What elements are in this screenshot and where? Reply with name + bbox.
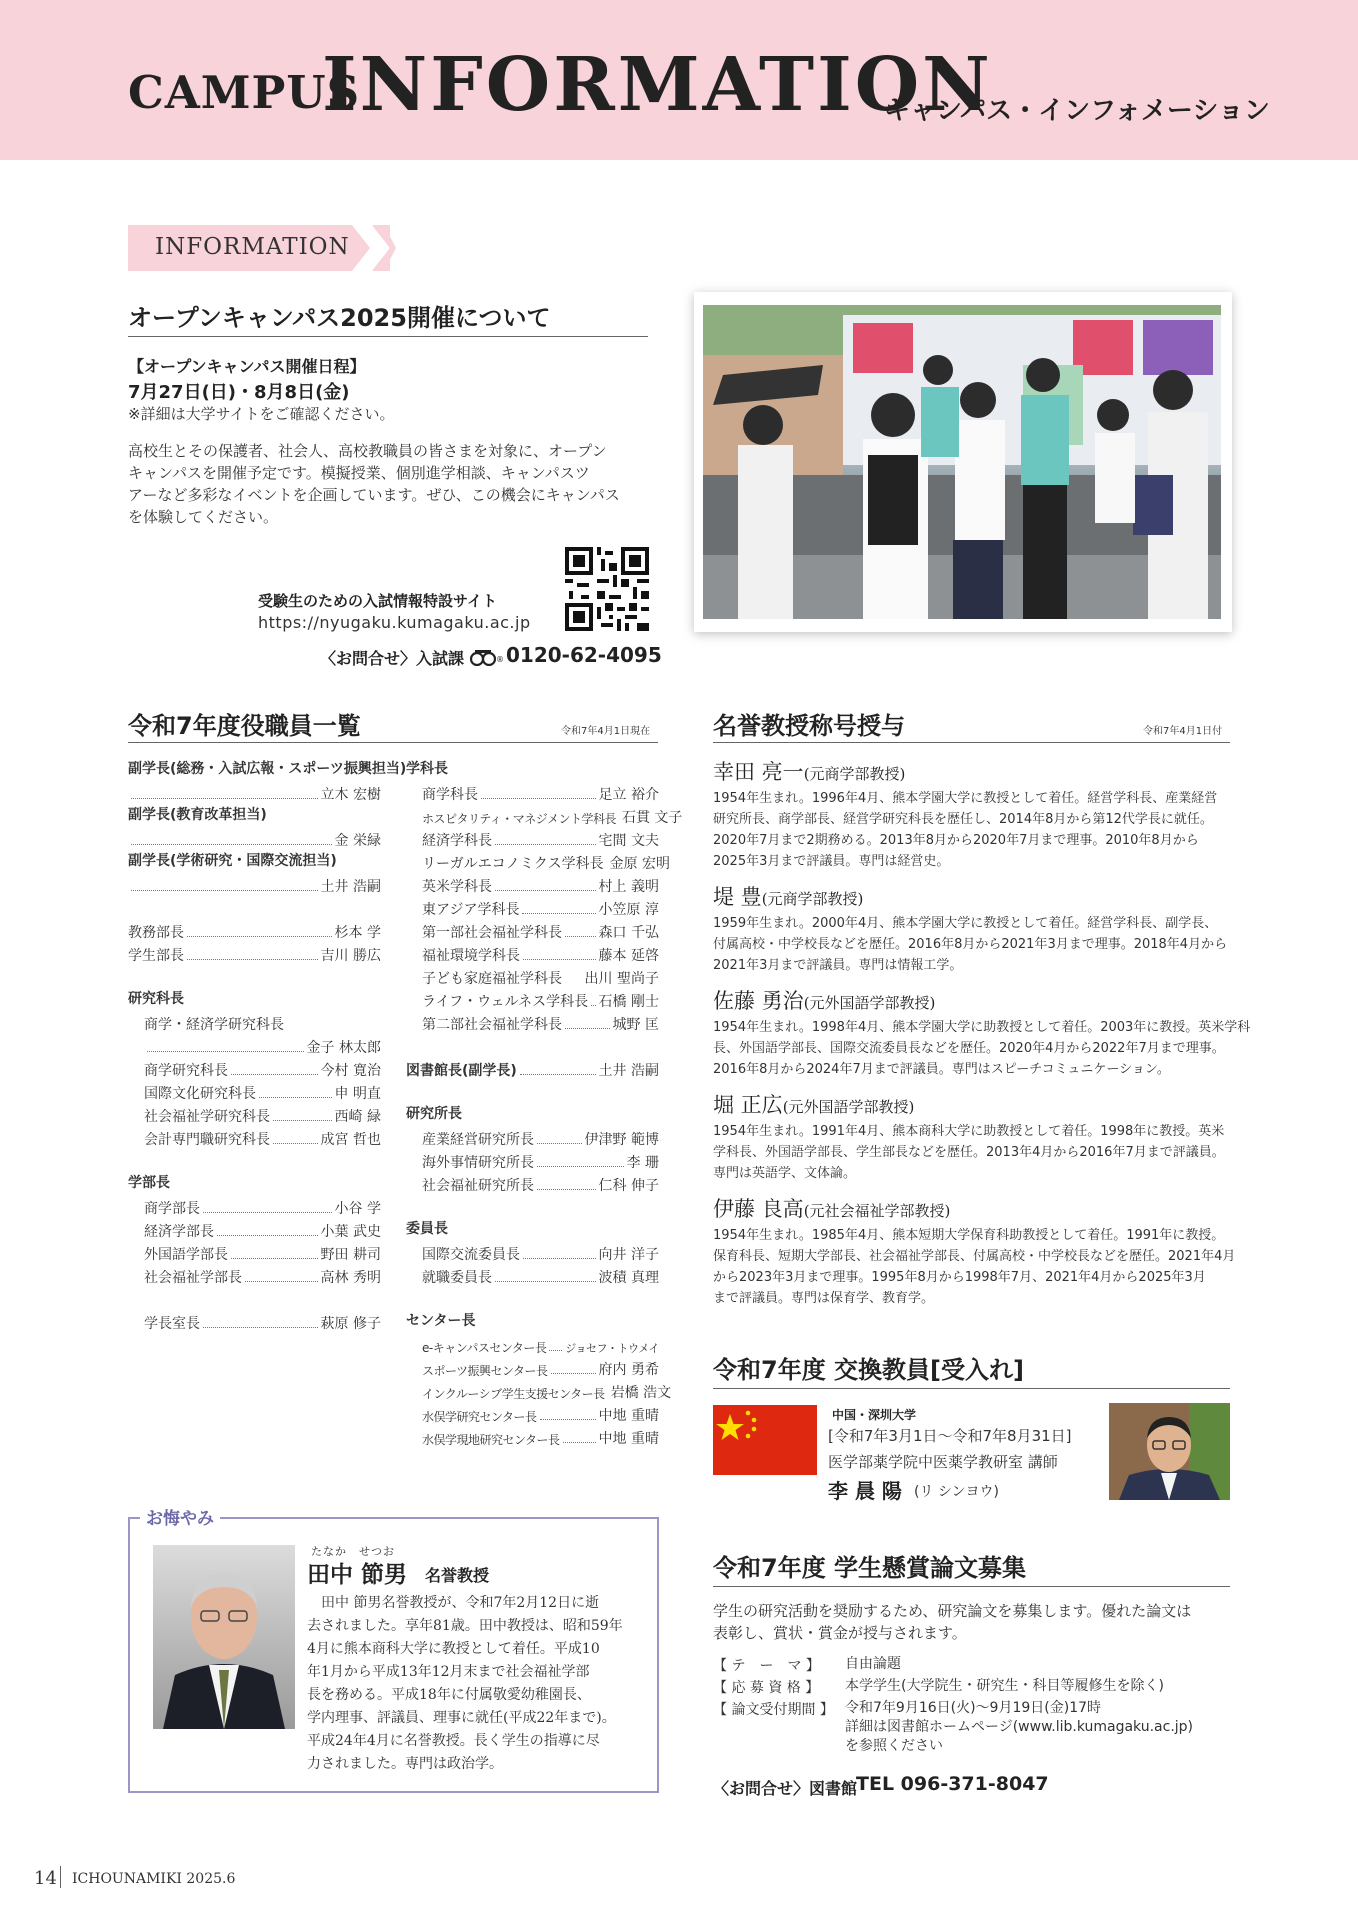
staff-role: 福祉環境学科長 [422,948,520,964]
staff-heading: 研究所長 [406,1106,462,1122]
staff-name: 萩原 修子 [320,1316,381,1332]
essay-condition-row [713,1655,1243,1677]
contact-label: 〈お問合せ〉入試課 [320,649,465,668]
emeritus-name-text: 堤 豊 [713,885,762,909]
staff-leader-dots [187,936,332,937]
staff-role: e-キャンパスセンター長 [422,1341,547,1355]
staff-name: 波積 真理 [598,1270,659,1286]
emeritus-entry [713,881,1233,976]
emeritus-affiliation: (元商学部教授) [803,765,906,783]
emeritus-bio-line: 1954年生まれ。1985年4月、熊本短期大学保育科助教授として着任。1991年に教授。 [713,1228,1225,1243]
staff-role: 会計専門職研究科長 [144,1132,270,1148]
essay-condition-values [845,1677,1164,1699]
essay-condition-key: 【 論文受付期間 】 [713,1702,834,1718]
staff-leader-dots [187,959,318,960]
staff-right-column [406,758,683,1448]
staff-leader-dots [231,1258,318,1259]
staff-leader-dots [131,890,318,891]
open-campus-photo [703,305,1221,619]
staff-row [128,873,381,896]
staff-row [406,942,659,965]
staff-leader-dots [231,1074,318,1075]
emeritus-entry [713,985,1251,1080]
china-flag-icon [713,1405,817,1475]
staff-name: 金原 宏明 [609,856,671,872]
staff-gap [128,1287,381,1310]
staff-role: 水俣学研究センター長 [422,1410,537,1424]
staff-name: 足立 裕介 [598,787,659,803]
staff-heading: 学科長 [406,761,448,777]
staff-heading: センター長 [406,1313,476,1329]
qr-code-icon[interactable] [565,547,649,631]
exchange-reading: (リ シンヨウ) [914,1484,1000,1500]
essay-condition-value: 令和7年9月16日(火)〜9月19日(金)17時 [845,1700,1102,1716]
staff-leader-dots [523,959,596,960]
emeritus-name [713,1193,1233,1223]
emeritus-bio-line: 2020年7月まで2期務める。2013年8月から2020年7月まで理事。2010年8月から [713,833,1199,848]
staff-leader-dots [495,844,596,845]
staff-gap [128,965,381,988]
essay-condition-key: 【 テ ー マ 】 [713,1658,820,1674]
staff-name: 森口 千弘 [598,925,659,941]
essay-condition-key: 【 応 募 資 格 】 [713,1680,820,1696]
info-tag-label: INFORMATION [155,234,350,260]
essay-conditions [713,1655,1243,1756]
staff-role: 社会福祉研究所長 [422,1178,534,1194]
staff-role: 英米学科長 [422,879,492,895]
emeritus-bio-line: まで評議員。専門は保育学、教育学。 [713,1291,935,1306]
staff-heading: 研究科長 [128,991,184,1007]
staff-name: 成宮 哲也 [320,1132,381,1148]
staff-role: 商学科長 [422,787,478,803]
emeritus-bio-line: 1959年生まれ。2000年4月、熊本学園大学に教授として着任。経営学科長、副学長、 [713,916,1218,931]
phone-number: 0120-62-4095 [506,643,662,667]
staff-row [406,1264,659,1287]
staff-heading: 副学長(学術研究・国際交流担当) [128,853,337,869]
schedule-label: 【オープンキャンパス開催日程】 [128,357,366,376]
emeritus-entry [713,756,1233,872]
staff-title: 令和7年度役職員一覧 [128,712,361,740]
site-url-link[interactable]: https://nyugaku.kumagaku.ac.jp [258,613,531,632]
staff-role: 第一部社会福祉学科長 [422,925,562,941]
staff-name: 岩橋 浩文 [610,1385,672,1401]
staff-leader-dots [537,1166,624,1167]
staff-leader-dots [522,913,595,914]
staff-row [406,850,671,873]
staff-leader-dots [259,1097,332,1098]
emeritus-name [713,756,1233,786]
staff-role: ライフ・ウェルネス学科長 [422,994,589,1010]
staff-name: 申 明直 [334,1086,381,1102]
staff-date: 令和7年4月1日現在 [561,726,651,737]
staff-gap [406,1195,659,1218]
staff-name: 高林 秀明 [320,1270,381,1286]
staff-name: 立木 宏樹 [320,787,381,803]
header-campus: CAMPUS [128,66,361,119]
emeritus-bio-line: 付属高校・中学校長などを歴任。2016年8月から2021年3月まで理事。2018年4月から [713,937,1228,952]
staff-role: 経済学部長 [144,1224,214,1240]
staff-name: 小葉 武史 [320,1224,381,1240]
header-japanese-title: キャンパス・インフォメーション [884,96,1270,126]
staff-leader-dots [495,890,596,891]
emeritus-affiliation: (元社会福祉学部教授) [803,1202,951,1220]
emeritus-affiliation: (元外国語学部教授) [803,994,936,1012]
footer-magazine: ICHOUNAMIKI 2025.6 [72,1871,236,1887]
emeritus-list [713,756,1251,1318]
open-campus-body: 高校生とその保護者、社会人、高校教職員の皆さまを対象に、オープン キャンパスを開催予定です。模擬授業、個別進学相談、キャンパスツ アーなど多彩なイベントを企画しています。ぜひ、この機会にキャンパス を体験してください。 [128,442,620,526]
emeritus-date: 令和7年4月1日付 [1143,726,1223,737]
staff-name: 小谷 学 [334,1201,381,1217]
staff-row [128,1195,381,1218]
essay-condition-row [713,1699,1243,1756]
emeritus-name [713,1089,1233,1119]
staff-row [406,1379,672,1402]
staff-row [128,827,381,850]
staff-row [406,804,683,827]
staff-role: 東アジア学科長 [422,902,520,918]
staff-name: 石橋 剛士 [598,994,659,1010]
essay-rule [713,1586,1230,1587]
staff-row [128,1264,381,1287]
staff-leader-dots [495,1281,596,1282]
staff-rule [128,742,658,743]
staff-role: 水俣学現地研究センター長 [422,1433,560,1447]
emeritus-bio-line: 2025年3月まで評議員。専門は経営史。 [713,854,950,869]
emeritus-rule [713,742,1230,743]
staff-row [128,1057,381,1080]
essay-tel: TEL 096-371-8047 [856,1773,1049,1795]
staff-name: 中地 重晴 [598,1408,659,1424]
emeritus-title: 名誉教授称号授与 [713,712,905,740]
emeritus-bio-line: 2021年3月まで評議員。専門は情報工学。 [713,958,963,973]
staff-name: 李 珊 [626,1155,659,1171]
staff-role: リーガルエコノミクス学科長 [422,856,604,872]
staff-row [406,1149,659,1172]
emeritus-name-text: 伊藤 良高 [713,1197,804,1221]
staff-leader-dots [273,1143,318,1144]
staff-name: 仁科 伸子 [598,1178,659,1194]
schedule-note: ※詳細は大学サイトをご確認ください。 [128,405,395,423]
staff-row [406,873,659,896]
staff-row [406,1402,659,1425]
staff-row [406,1425,659,1448]
staff-name: 小笠原 淳 [598,902,659,918]
exchange-country-univ: 中国・深圳大学 [832,1408,917,1422]
staff-name: 中地 重晴 [598,1431,659,1447]
li-chenyang-portrait-photo [1109,1403,1230,1500]
condolence-title: 名誉教授 [425,1566,490,1585]
staff-row [406,1057,659,1080]
exchange-dept: 医学部薬学院中医薬学教研室 講師 [828,1453,1058,1471]
staff-leader-dots [537,1143,582,1144]
staff-name: 石貫 文子 [621,810,683,826]
staff-row [128,1218,381,1241]
site-label: 受験生のための入試情報特設サイト [258,592,497,610]
staff-role: 商学部長 [144,1201,200,1217]
staff-leader-dots [563,1442,596,1443]
staff-name: 吉川 勝広 [320,948,381,964]
staff-role: インクルーシブ学生支援センター長 [422,1387,605,1401]
emeritus-bio-line: 保育科長、短期大学部長、社会福祉学部長、付属高校・中学校長などを歴任。2021年4月 [713,1249,1236,1264]
staff-leader-dots [245,1281,318,1282]
staff-name: 土井 浩嗣 [320,879,381,895]
emeritus-name [713,985,1233,1015]
emeritus-entry [713,1193,1236,1309]
staff-name: 金 栄緑 [334,833,381,849]
staff-row [128,1080,381,1103]
staff-row [406,896,659,919]
staff-name: 府内 勇希 [598,1362,659,1378]
header-information: INFORMATION [322,42,993,128]
staff-row [406,827,659,850]
staff-name: 金子 林太郎 [306,1040,381,1056]
info-tag-arrow-icon [352,225,396,271]
staff-role: 教務部長 [128,925,184,941]
emeritus-bio-line: 長、外国語学部長、国際交流委員長などを歴任。2020年4月から2022年7月まで理事。 [713,1041,1225,1056]
condolence-body: 田中 節男名誉教授が、令和7年2月12日に逝 去されました。享年81歳。田中教授は、昭和59年 4月に熊本商科大学に教授として着任。平成10 年1月から平成13年12月末まで社会福祉学部 長を務める。平成18年に付属敬愛幼稚園長、 学内理事、評議員、理事に就任(平成22年まで)。 平成24年4月に名誉教授。長く学生の指導に尽 力されました。専門は政治学。 [307,1595,623,1772]
staff-leader-dots [520,1074,596,1075]
staff-row [406,919,659,942]
staff-name: 城野 匡 [612,1017,659,1033]
exchange-rule [713,1388,1230,1389]
staff-gap [406,1034,659,1057]
staff-name: 出川 聖尚子 [584,971,659,987]
staff-row [406,781,659,804]
emeritus-name-text: 幸田 亮一 [713,760,804,784]
staff-row [128,1103,381,1126]
condolence-name: 田中 節男 [307,1561,408,1588]
staff-role: 社会福祉学部長 [144,1270,242,1286]
staff-role: ホスピタリティ・マネジメント学科長 [422,812,616,826]
exchange-period: [令和7年3月1日〜令和7年8月31日] [828,1427,1072,1445]
emeritus-name-text: 佐藤 勇治 [713,989,804,1013]
footer-divider [60,1866,61,1888]
staff-name: 向井 洋子 [598,1247,659,1263]
open-campus-title: オープンキャンパス2025開催について [128,304,551,332]
staff-leader-dots [203,1212,332,1213]
emeritus-affiliation: (元外国語学部教授) [782,1098,915,1116]
staff-name: 伊津野 範博 [584,1132,659,1148]
staff-row [406,1356,659,1379]
staff-leader-dots [131,798,318,799]
staff-leader-dots [565,1028,610,1029]
staff-leader-dots [147,1051,304,1052]
tanaka-portrait-photo [153,1545,295,1729]
staff-row [128,781,381,804]
emeritus-bio-line: から2023年3月まで理事。1995年8月から1998年7月、2021年4月から2025年3月 [713,1270,1206,1285]
staff-row [128,1241,381,1264]
staff-gap [128,1149,381,1172]
staff-leader-dots [549,1350,562,1351]
emeritus-bio-line: 学科長、外国語学部長、学生部長などを歴任。2013年4月から2016年7月まで評議員。 [713,1145,1225,1160]
staff-role: 商学・経済学研究科長 [144,1017,284,1033]
staff-role: 海外事情研究所長 [422,1155,534,1171]
staff-name: 村上 義明 [598,879,659,895]
staff-row [128,1126,381,1149]
staff-row [128,942,381,965]
exchange-name: 李 晨 陽 [828,1479,902,1503]
emeritus-affiliation: (元商学部教授) [761,890,864,908]
staff-role: 学生部長 [128,948,184,964]
essay-body: 学生の研究活動を奨励するため、研究論文を募集します。優れた論文は 表彰し、賞状・賞金が授与されます。 [713,1602,1192,1642]
staff-role: 国際交流委員長 [422,1247,520,1263]
staff-leader-dots [481,798,596,799]
staff-heading: 学部長 [128,1175,170,1191]
staff-row [406,1126,659,1149]
staff-role: 社会福祉学研究科長 [144,1109,270,1125]
staff-leader-dots [551,1373,596,1374]
staff-name: 西崎 緑 [334,1109,381,1125]
staff-leader-dots [131,844,332,845]
emeritus-name-text: 堀 正広 [713,1093,783,1117]
staff-name: 土井 浩嗣 [598,1063,659,1079]
essay-contact-label: 〈お問合せ〉図書館 [713,1779,858,1798]
staff-row [128,1310,381,1333]
staff-role: 外国語学部長 [144,1247,228,1263]
staff-heading: 副学長(教育改革担当) [128,807,267,823]
staff-row [406,1333,659,1356]
emeritus-bio-line: 1954年生まれ。1998年4月、熊本学園大学に助教授として着任。2003年に教授。英米学科 [713,1020,1251,1035]
staff-leader-dots [537,1189,596,1190]
staff-gap [406,1287,659,1310]
staff-gap [406,1080,659,1103]
staff-role: 就職委員長 [422,1270,492,1286]
condolence-name-ruby: たなか せつお [311,1545,395,1558]
staff-left-column [128,758,407,1333]
staff-role: 経済学科長 [422,833,492,849]
staff-leader-dots [203,1327,318,1328]
emeritus-entry [713,1089,1233,1184]
staff-leader-dots [565,936,596,937]
staff-role: スポーツ振興センター長 [422,1364,548,1378]
staff-name: ジョセフ・トウメイ [565,1342,659,1355]
essay-title: 令和7年度 学生懸賞論文募集 [713,1554,1027,1582]
freedial-icon [470,650,496,666]
staff-name: 今村 寛治 [320,1063,381,1079]
open-campus-rule [128,336,648,337]
emeritus-bio-line: 1954年生まれ。1991年4月、熊本商科大学に助教授として着任。1998年に教授。英米 [713,1124,1225,1139]
staff-row [128,919,381,942]
exchange-title: 令和7年度 交換教員[受入れ] [713,1356,1024,1384]
essay-condition-row [713,1677,1243,1699]
staff-gap [128,896,381,919]
schedule-dates: 7月27日(日)・8月8日(金) [128,382,350,403]
staff-leader-dots [523,1258,596,1259]
essay-condition-value: を参照ください [845,1738,943,1754]
staff-role: 第二部社会福祉学科長 [422,1017,562,1033]
staff-role: 商学研究科長 [144,1063,228,1079]
freedial-registered-mark: ® [496,655,504,664]
essay-condition-value: 詳細は図書館ホームページ(www.lib.kumagaku.ac.jp) [845,1719,1194,1735]
staff-name: 宅間 文夫 [598,833,659,849]
staff-leader-dots [591,1005,595,1006]
emeritus-bio-line: 2016年8月から2024年7月まで評議員。専門はスピーチコミュニケーション。 [713,1062,1170,1077]
staff-role: 学長室長 [144,1316,200,1332]
page-number: 14 [34,1868,57,1889]
staff-role: 図書館長(副学長) [406,1063,517,1079]
staff-row [406,1011,659,1034]
staff-role: 産業経営研究所長 [422,1132,534,1148]
staff-name: 藤本 延啓 [598,948,659,964]
staff-leader-dots [273,1120,332,1121]
essay-condition-values [845,1655,901,1677]
staff-row [406,988,659,1011]
staff-row [128,1034,381,1057]
staff-row [406,1172,659,1195]
essay-condition-value: 自由論題 [845,1656,901,1672]
staff-heading: 副学長(総務・入試広報・スポーツ振興担当) [128,761,407,777]
staff-leader-dots [217,1235,318,1236]
emeritus-bio-line: 専門は英語学、文体論。 [713,1166,857,1181]
essay-condition-values [845,1699,1193,1756]
staff-leader-dots [540,1419,596,1420]
essay-condition-value: 本学学生(大学院生・研究生・科目等履修生を除く) [845,1678,1164,1694]
staff-row [406,965,659,988]
staff-row [406,1241,659,1264]
staff-name: 杉本 学 [334,925,381,941]
staff-heading: 委員長 [406,1221,448,1237]
staff-row [128,1011,381,1034]
staff-role: 国際文化研究科長 [144,1086,256,1102]
staff-name: 野田 耕司 [320,1247,381,1263]
emeritus-bio-line: 1954年生まれ。1996年4月、熊本学園大学に教授として着任。経営学科長、産業経営 [713,791,1218,806]
condolence-label: お悔やみ [140,1504,220,1529]
staff-role: 子ども家庭福祉学科長 [422,971,562,987]
emeritus-name [713,881,1233,911]
emeritus-bio-line: 研究所長、商学部長、経営学研究科長を歴任し、2014年8月から第12代学長に就任。 [713,812,1213,827]
